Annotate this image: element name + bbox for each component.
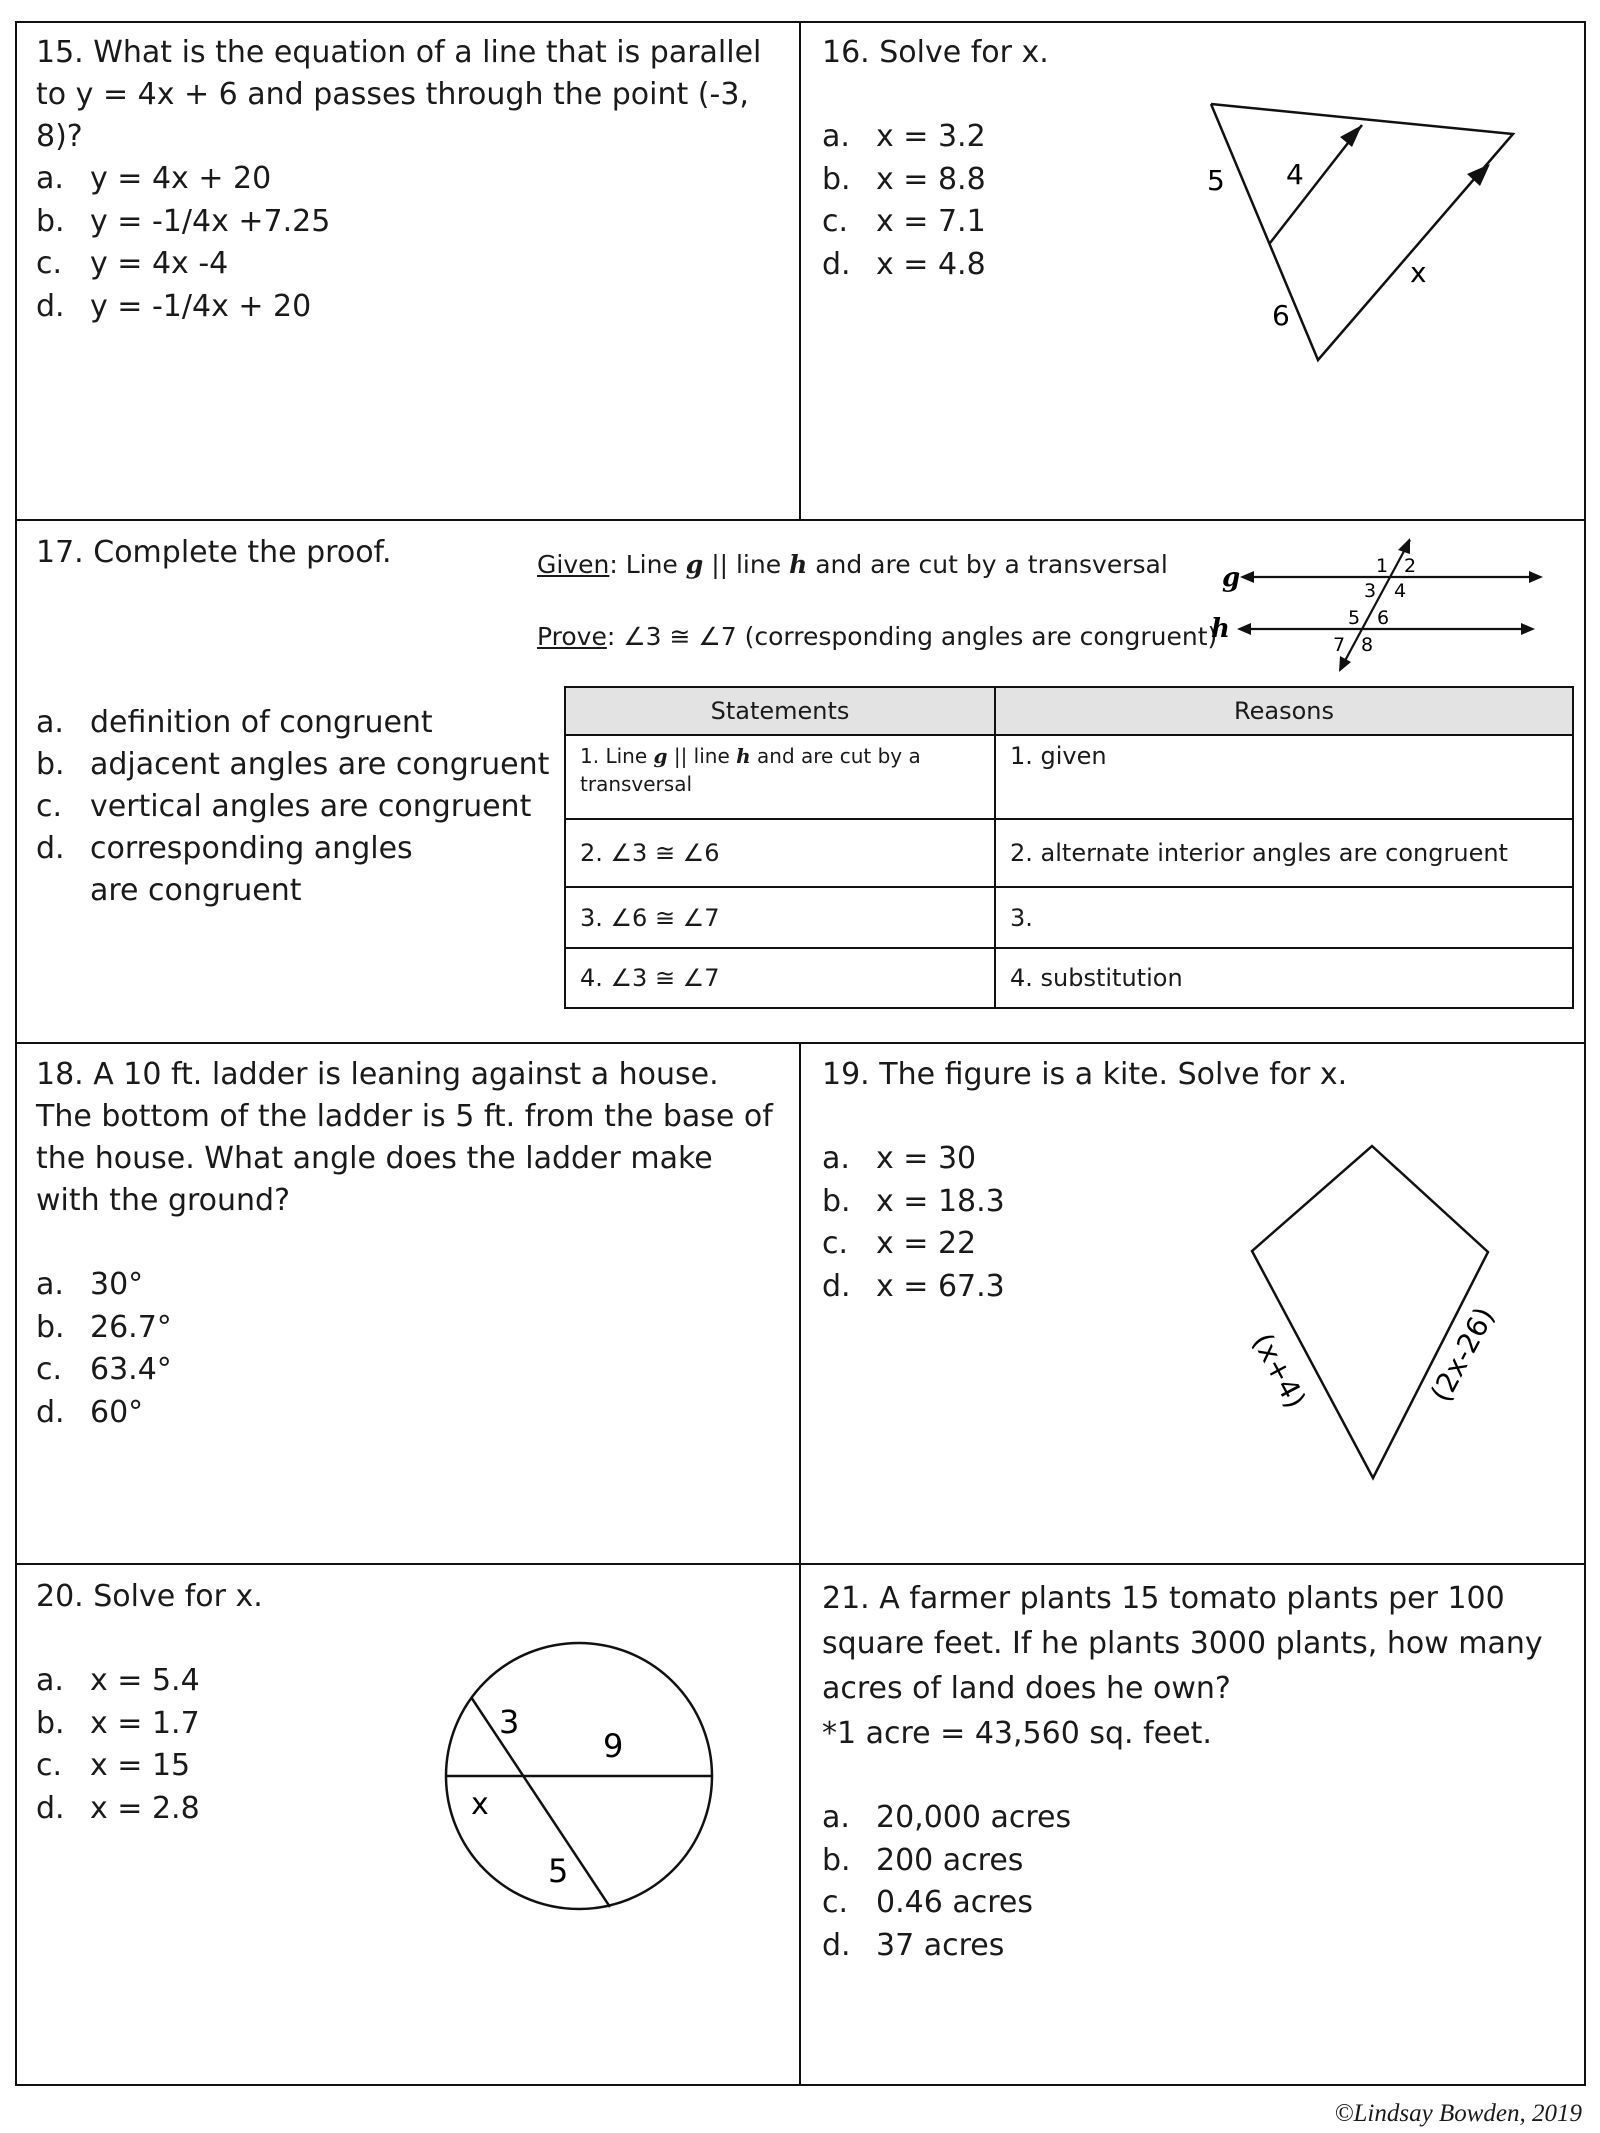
option[interactable]: d. corresponding angles are congruent	[36, 831, 413, 908]
question-text: 18. A 10 ft. ladder is leaning against a house. The bottom of the ladder is 5 ft. from the base of the house. What angle does the ladder make with the ground?	[36, 1057, 773, 1218]
question-text: 16. Solve for x.	[822, 35, 1049, 70]
figure-label: 4	[1286, 158, 1304, 191]
table-cell: 4. ∠3 ≅ ∠7	[565, 948, 995, 1008]
figure-label: 3	[499, 1703, 520, 1741]
question-text: 15. What is the equation of a line that is parallel to y = 4x + 6 and passes through the point (-3, 8)?	[36, 35, 762, 154]
question-text: 20. Solve for x.	[36, 1579, 263, 1614]
option[interactable]: a. x = 3.2	[822, 119, 986, 154]
option[interactable]: b. y = -1/4x +7.25	[36, 203, 331, 239]
option[interactable]: c. y = 4x -4	[36, 246, 229, 281]
question-21	[822, 1576, 1582, 1756]
option[interactable]: c. x = 22	[822, 1226, 977, 1261]
angle-label: 2	[1404, 555, 1417, 577]
option[interactable]: b. 26.7°	[36, 1309, 172, 1345]
option[interactable]: c. vertical angles are congruent	[36, 789, 532, 824]
option[interactable]: d. x = 4.8	[822, 246, 986, 282]
copyright: ©Lindsay Bowden, 2019	[1334, 2100, 1582, 2127]
angle-label: 6	[1377, 607, 1390, 629]
question-text: 17. Complete the proof.	[36, 535, 392, 570]
option[interactable]: d. 60°	[36, 1394, 144, 1430]
table-cell: 4. substitution	[995, 948, 1573, 1008]
question-note: *1 acre = 43,560 sq. feet.	[822, 1716, 1212, 1751]
line-label-h: h	[1211, 614, 1230, 644]
option[interactable]: c. x = 15	[36, 1748, 191, 1783]
option[interactable]: c. 63.4°	[36, 1352, 172, 1387]
option[interactable]: a. definition of congruent	[36, 705, 433, 740]
angle-label: 7	[1333, 634, 1346, 656]
table-cell: 1. Line g || line h and are cut by a transversal	[565, 735, 995, 819]
option[interactable]: a. 30°	[36, 1267, 144, 1302]
option[interactable]: d. x = 67.3	[822, 1268, 1005, 1304]
figure-label: 9	[603, 1727, 624, 1765]
option[interactable]: d. x = 2.8	[36, 1790, 200, 1826]
figure-label: 5	[1207, 164, 1225, 197]
angle-label: 3	[1364, 580, 1377, 602]
option[interactable]: a. x = 30	[822, 1141, 977, 1176]
table-cell: 3.	[995, 887, 1573, 948]
figure-label: x	[1410, 256, 1427, 289]
angle-label: 4	[1394, 580, 1407, 602]
option[interactable]: d. y = -1/4x + 20	[36, 288, 312, 324]
figure-label: 5	[548, 1852, 569, 1890]
figure-label: x	[471, 1787, 489, 1822]
option[interactable]: a. x = 5.4	[36, 1663, 200, 1698]
prove-statement: Prove: ∠3 ≅ ∠7 (corresponding angles are congruent)	[537, 622, 1218, 651]
option[interactable]: b. adjacent angles are congruent	[36, 747, 550, 782]
angle-label: 1	[1376, 555, 1389, 577]
option[interactable]: b. 200 acres	[822, 1842, 1024, 1878]
option[interactable]: c. 0.46 acres	[822, 1885, 1033, 1920]
table-cell: 3. ∠6 ≅ ∠7	[565, 887, 995, 948]
figure-label: 6	[1272, 299, 1290, 332]
angle-label: 8	[1361, 634, 1374, 656]
option[interactable]: b. x = 18.3	[822, 1183, 1005, 1219]
option[interactable]: c. x = 7.1	[822, 204, 986, 239]
angle-label: 5	[1348, 607, 1361, 629]
option[interactable]: a. 20,000 acres	[822, 1800, 1072, 1835]
line-label-g: g	[1222, 563, 1241, 593]
given-statement: Given: Line g || line h and are cut by a transversal	[537, 550, 1168, 579]
table-cell: 2. alternate interior angles are congruent	[995, 819, 1573, 887]
option[interactable]: d. 37 acres	[822, 1927, 1005, 1963]
figure-label: (x+4)	[1245, 1327, 1313, 1414]
question-text: 21. A farmer plants 15 tomato plants per 100 square feet. If he plants 3000 plants, how many acres of land does he own?	[822, 1581, 1543, 1706]
option[interactable]: b. x = 1.7	[36, 1705, 200, 1741]
table-cell: 1. given	[995, 735, 1573, 819]
question-text: 19. The figure is a kite. Solve for x.	[822, 1057, 1348, 1092]
figure-label: (2x-26)	[1424, 1301, 1502, 1408]
table-cell: 2. ∠3 ≅ ∠6	[565, 819, 995, 887]
options-21	[822, 1797, 1071, 1967]
column-header: Reasons	[995, 687, 1573, 735]
option[interactable]: b. x = 8.8	[822, 161, 986, 197]
option[interactable]: a. y = 4x + 20	[36, 161, 272, 196]
column-header: Statements	[565, 687, 995, 735]
